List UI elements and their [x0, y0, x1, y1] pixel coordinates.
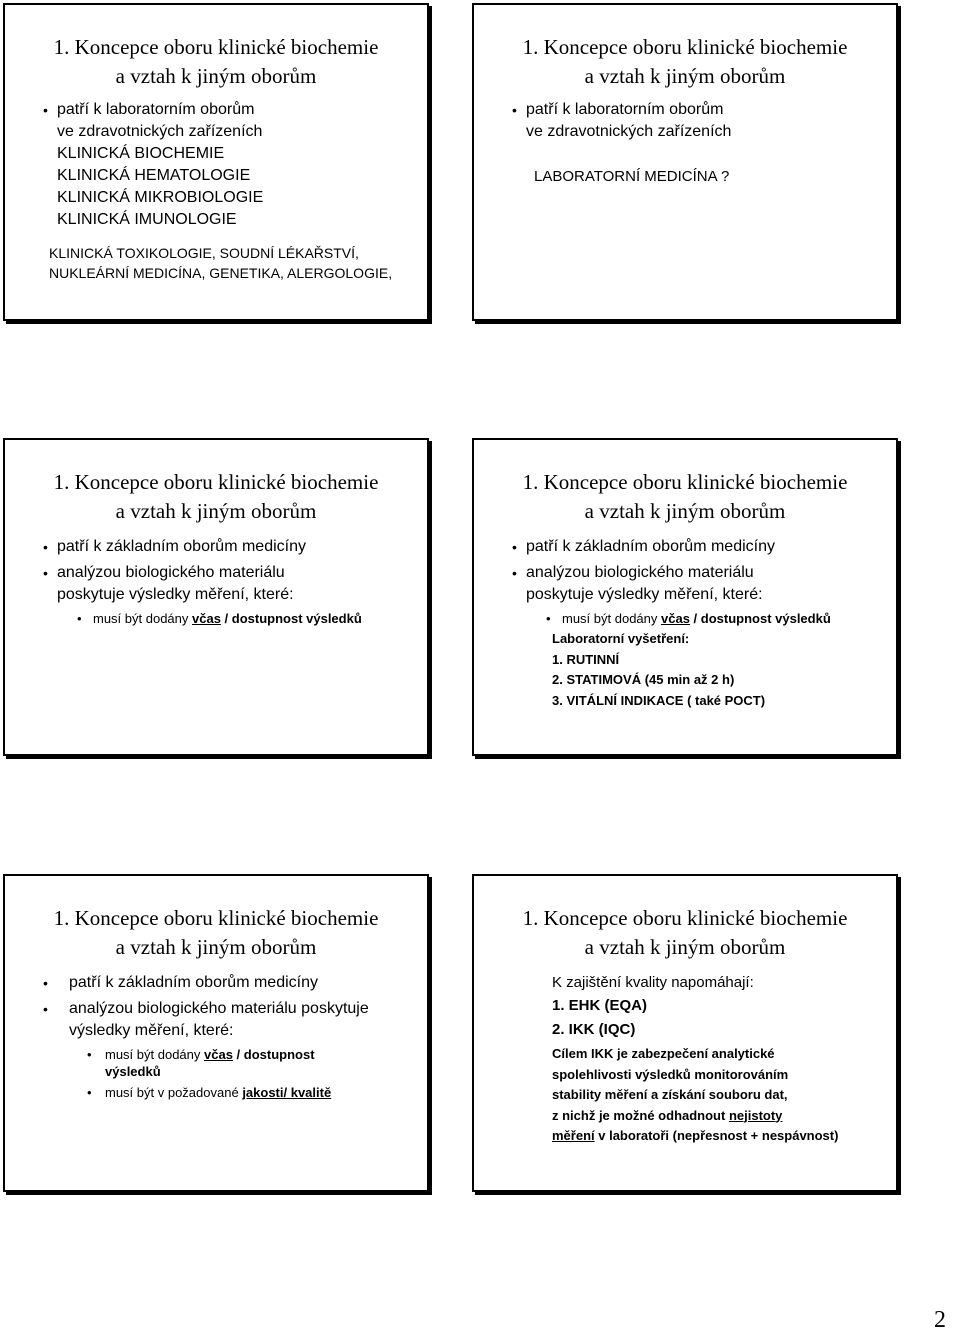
- sub-bullet-item: • musí být dodány včas / dostupnost výsledků: [77, 611, 362, 626]
- bullet-item: • patří k základním oborům medicíny: [5, 536, 427, 558]
- bullet-item: • patří k základním oborům medicíny: [5, 972, 427, 994]
- bullet-item: • patří k laboratorním oborům ve zdravotnických zařízeních KLINICKÁ BIOCHEMIE KLINICKÁ HEMATOLOGIE KLINICKÁ MIKROBIOLOGIE KLINICKÁ IMUNOLOGIE: [43, 101, 264, 228]
- bullet-icon: •: [43, 975, 48, 991]
- slide-title: 1. Koncepce oboru klinické biochemie a vztah k jiným oborům: [522, 470, 848, 523]
- slide-title: 1. Koncepce oboru klinické biochemie a vztah k jiným oborům: [522, 35, 848, 88]
- bullet-icon: •: [87, 1085, 92, 1100]
- slide-3: [3, 438, 429, 756]
- slide-title: 1. Koncepce oboru klinické biochemie a vztah k jiným oborům: [53, 470, 379, 523]
- bullet-icon: •: [77, 611, 82, 626]
- bullet-icon: •: [546, 611, 551, 626]
- bullet-icon: •: [512, 565, 517, 581]
- bullet-icon: •: [43, 1001, 48, 1017]
- slide-4: [472, 438, 898, 756]
- slide-title: 1. Koncepce oboru klinické biochemie a vztah k jiným oborům: [522, 906, 848, 959]
- slide-2: [472, 3, 898, 321]
- slide-title: 1. Koncepce oboru klinické biochemie a vztah k jiným oborům: [53, 906, 379, 959]
- slide-title: 1. Koncepce oboru klinické biochemie a vztah k jiným oborům: [53, 35, 379, 88]
- bullet-icon: •: [43, 102, 48, 118]
- sub-bullet-item: • musí být dodány včas / dostupnost výsledků: [87, 1047, 315, 1079]
- slide-1: [3, 3, 429, 321]
- sub-bullet-item: • musí být dodány včas / dostupnost výsledků: [546, 611, 831, 626]
- slide-6: [472, 874, 898, 1192]
- bullet-item: • patří k základním oborům medicíny: [474, 536, 896, 558]
- lab-exam-list: Laboratorní vyšetření: 1. RUTINNÍ 2. STATIMOVÁ (45 min až 2 h) 3. VITÁLNÍ INDIKACE ( také POCT): [552, 631, 766, 708]
- quality-section: K zajištění kvality napomáhají: 1. EHK (EQA) 2. IKK (IQC) Cílem IKK je zabezpečení analytické spolehlivosti výsledků monitorováním stability měření a získání souboru dat, z nichž je možné odhadnout nejistoty měření v laboratoři (nepřesnost + nespávnost): [552, 974, 839, 1143]
- extra-list: KLINICKÁ TOXIKOLOGIE, SOUDNÍ LÉKAŘSTVÍ, NUKLEÁRNÍ MEDICÍNA, GENETIKA, ALERGOLOGIE,: [49, 245, 393, 281]
- slide-5: [3, 874, 429, 1192]
- bullet-item: • analýzou biologického materiálu poskytuje výsledky měření, které:: [43, 1000, 369, 1039]
- bullet-item: • analýzou biologického materiálu poskytuje výsledky měření, které:: [512, 564, 763, 603]
- bullet-icon: •: [43, 565, 48, 581]
- bullet-icon: •: [512, 102, 517, 118]
- bullet-item: • analýzou biologického materiálu poskytuje výsledky měření, které:: [43, 564, 294, 603]
- bullet-icon: •: [43, 539, 48, 555]
- bullet-item: • patří k laboratorním oborům ve zdravotnických zařízeních: [512, 101, 732, 140]
- sub-bullet-item: • musí být v požadované jakosti/ kvalitě: [87, 1085, 332, 1100]
- note-text: LABORATORNÍ MEDICÍNA ?: [534, 168, 730, 185]
- bullet-icon: •: [512, 539, 517, 555]
- page-number: 2: [934, 1307, 946, 1333]
- bullet-icon: •: [87, 1047, 92, 1062]
